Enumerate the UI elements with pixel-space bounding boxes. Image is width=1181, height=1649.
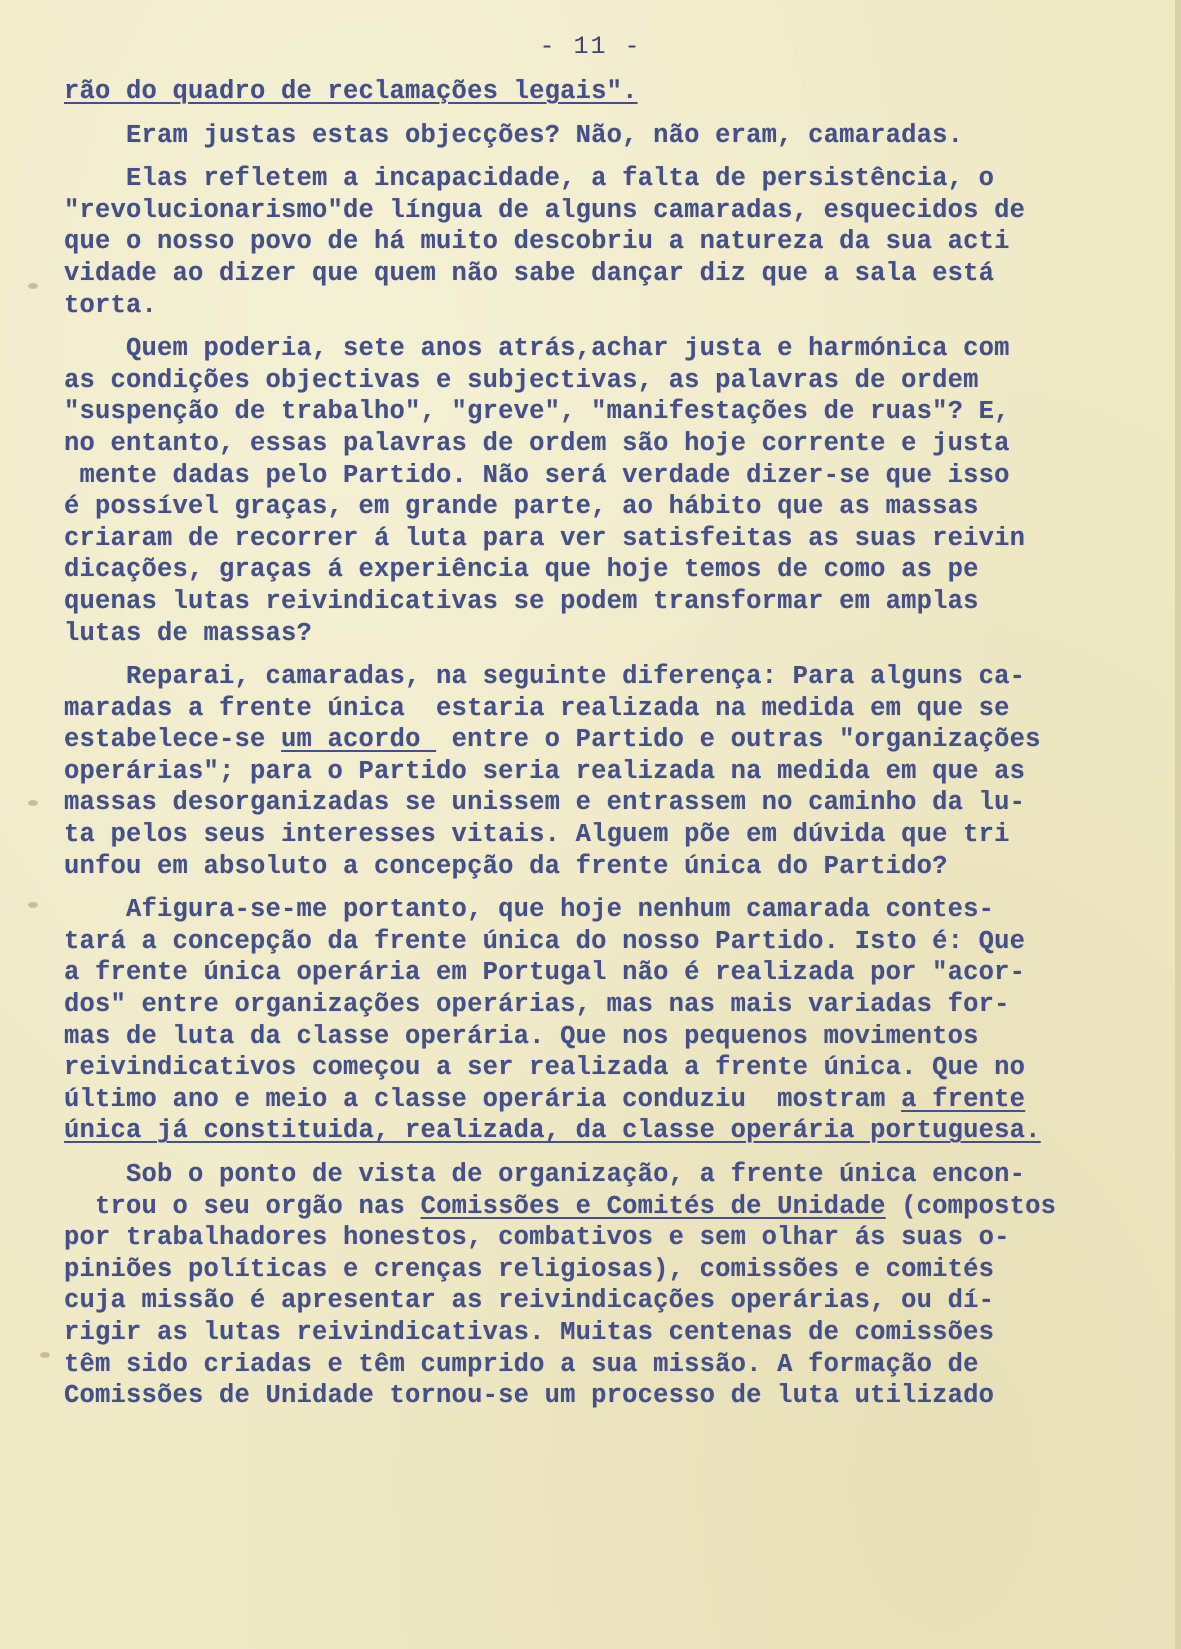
- text-line: [64, 120, 1144, 152]
- text-run: têm sido criadas e têm cumprido a sua missão. A formação de: [64, 1349, 979, 1379]
- text-run: mas de luta da classe operária. Que nos pequenos movimentos: [64, 1021, 979, 1051]
- text-line: [64, 1254, 1144, 1286]
- text-line: [64, 226, 1144, 258]
- paragraph: [64, 163, 1144, 321]
- text-line: [64, 163, 1144, 195]
- text-run: Afigura-se-me portanto, que hoje nenhum camarada contes-: [64, 895, 995, 925]
- text-line: [64, 1084, 1144, 1116]
- text-run: Comissões de Unidade tornou-se um processo de luta utilizado: [64, 1381, 995, 1411]
- paragraph: [64, 76, 1144, 108]
- text-line: [64, 926, 1144, 958]
- text-line: [64, 365, 1144, 397]
- text-line: [64, 618, 1144, 650]
- text-line: [64, 1317, 1144, 1349]
- text-run: Quem poderia, sete anos atrás,achar justa e harmónica com: [64, 334, 1010, 364]
- text-run: dicações, graças á experiência que hoje temos de como as pe: [64, 555, 979, 585]
- text-run: "revolucionarismo"de língua de alguns camaradas, esquecidos de: [64, 195, 1026, 225]
- text-line: [64, 554, 1144, 586]
- text-run: as condições objectivas e subjectivas, as palavras de ordem: [64, 365, 979, 395]
- text-run: no entanto, essas palavras de ordem são hoje corrente e justa: [64, 428, 1010, 458]
- text-run: quenas lutas reivindicativas se podem transformar em amplas: [64, 586, 979, 616]
- paragraph: [64, 333, 1144, 649]
- text-run: estabelece-se: [64, 725, 282, 755]
- page-number: - 11 -: [539, 32, 642, 61]
- paragraph-gap: [64, 1147, 1144, 1159]
- text-line: [64, 787, 1144, 819]
- paragraph: [64, 661, 1144, 882]
- text-line: [64, 756, 1144, 788]
- text-line: [64, 724, 1144, 756]
- text-line: [64, 460, 1144, 492]
- text-line: [64, 894, 1144, 926]
- text-run: rigir as lutas reivindicativas. Muitas centenas de comissões: [64, 1317, 995, 1347]
- text-run: torta.: [64, 290, 158, 320]
- text-line: [64, 1159, 1144, 1191]
- text-line: [64, 1380, 1144, 1412]
- text-line: [64, 333, 1144, 365]
- text-line: [64, 195, 1144, 227]
- text-line: [64, 1021, 1144, 1053]
- paragraph: [64, 120, 1144, 152]
- text-run: entre o Partido e outras "organizações: [436, 725, 1041, 755]
- text-line: [64, 819, 1144, 851]
- text-line: [64, 1349, 1144, 1381]
- underlined-text: Comissões e Comités de Unidade: [420, 1191, 886, 1221]
- text-run: ta pelos seus interesses vitais. Alguem põe em dúvida que tri: [64, 820, 1010, 850]
- text-run: Elas refletem a incapacidade, a falta de persistência, o: [64, 164, 995, 194]
- text-line: [64, 851, 1144, 883]
- underlined-text: um acordo: [281, 725, 437, 755]
- text-run: maradas a frente única estaria realizada na medida em que se: [64, 693, 1010, 723]
- text-run: por trabalhadores honestos, combativos e sem olhar ás suas o-: [64, 1223, 1010, 1253]
- paragraph-gap: [64, 108, 1144, 120]
- text-run: reivindicativos começou a ser realizada a frente única. Que no: [64, 1053, 1026, 1083]
- text-line: [64, 1285, 1144, 1317]
- paragraph: [64, 894, 1144, 1147]
- text-line: [64, 76, 1144, 108]
- text-line: [64, 523, 1144, 555]
- text-run: Eram justas estas objecções? Não, não eram, camaradas.: [64, 120, 964, 150]
- paragraph-gap: [64, 882, 1144, 894]
- page-edge: [1175, 0, 1181, 1649]
- text-line: [64, 1052, 1144, 1084]
- underlined-text: única já constituida, realizada, da classe operária portuguesa.: [64, 1116, 1041, 1146]
- typed-text-body: [64, 76, 1144, 1412]
- text-run: lutas de massas?: [64, 618, 313, 648]
- text-run: tará a concepção da frente única do nosso Partido. Isto é: Que: [64, 926, 1026, 956]
- text-line: [64, 396, 1144, 428]
- text-line: [64, 1222, 1144, 1254]
- text-line: [64, 586, 1144, 618]
- text-line: [64, 1191, 1144, 1223]
- text-run: (compostos: [885, 1191, 1057, 1221]
- underlined-text: rão do quadro de reclamações legais".: [64, 77, 638, 106]
- punch-mark: [40, 1352, 50, 1358]
- punch-mark: [28, 902, 38, 908]
- text-run: trou o seu orgão nas: [64, 1191, 421, 1221]
- paragraph: [64, 1159, 1144, 1412]
- text-line: [64, 693, 1144, 725]
- punch-mark: [28, 800, 38, 806]
- text-run: cuja missão é apresentar as reivindicações operárias, ou dí-: [64, 1286, 995, 1316]
- text-line: [64, 428, 1144, 460]
- text-run: operárias"; para o Partido seria realizada na medida em que as: [64, 756, 1026, 786]
- text-run: Reparai, camaradas, na seguinte diferença: Para alguns ca-: [64, 662, 1026, 692]
- text-run: dos" entre organizações operárias, mas nas mais variadas for-: [64, 990, 1010, 1020]
- text-line: [64, 1115, 1144, 1147]
- paragraph-gap: [64, 151, 1144, 163]
- text-run: "suspenção de trabalho", "greve", "manifestações de ruas"? E,: [64, 397, 1010, 427]
- text-run: Sob o ponto de vista de organização, a frente única encon-: [64, 1160, 1026, 1189]
- text-line: [64, 989, 1144, 1021]
- underlined-text: a frente: [901, 1084, 1026, 1114]
- text-run: mente dadas pelo Partido. Não será verdade dizer-se que isso: [64, 460, 1010, 490]
- text-run: último ano e meio a classe operária conduziu mostram: [64, 1084, 902, 1114]
- text-line: [64, 258, 1144, 290]
- paragraph-gap: [64, 649, 1144, 661]
- text-run: que o nosso povo de há muito descobriu a natureza da sua acti: [64, 227, 1010, 257]
- text-run: unfou em absoluto a concepção da frente única do Partido?: [64, 851, 948, 881]
- text-run: criaram de recorrer á luta para ver satisfeitas as suas reivin: [64, 523, 1026, 553]
- punch-mark: [28, 283, 38, 289]
- text-run: piniões políticas e crenças religiosas), comissões e comités: [64, 1254, 995, 1284]
- text-run: a frente única operária em Portugal não é realizada por "acor-: [64, 958, 1026, 988]
- text-line: [64, 957, 1144, 989]
- text-run: vidade ao dizer que quem não sabe dançar diz que a sala está: [64, 258, 995, 288]
- text-run: massas desorganizadas se unissem e entrassem no caminho da lu-: [64, 788, 1026, 818]
- text-line: [64, 290, 1144, 322]
- paragraph-gap: [64, 321, 1144, 333]
- text-line: [64, 661, 1144, 693]
- text-run: é possível graças, em grande parte, ao hábito que as massas: [64, 492, 979, 522]
- text-line: [64, 491, 1144, 523]
